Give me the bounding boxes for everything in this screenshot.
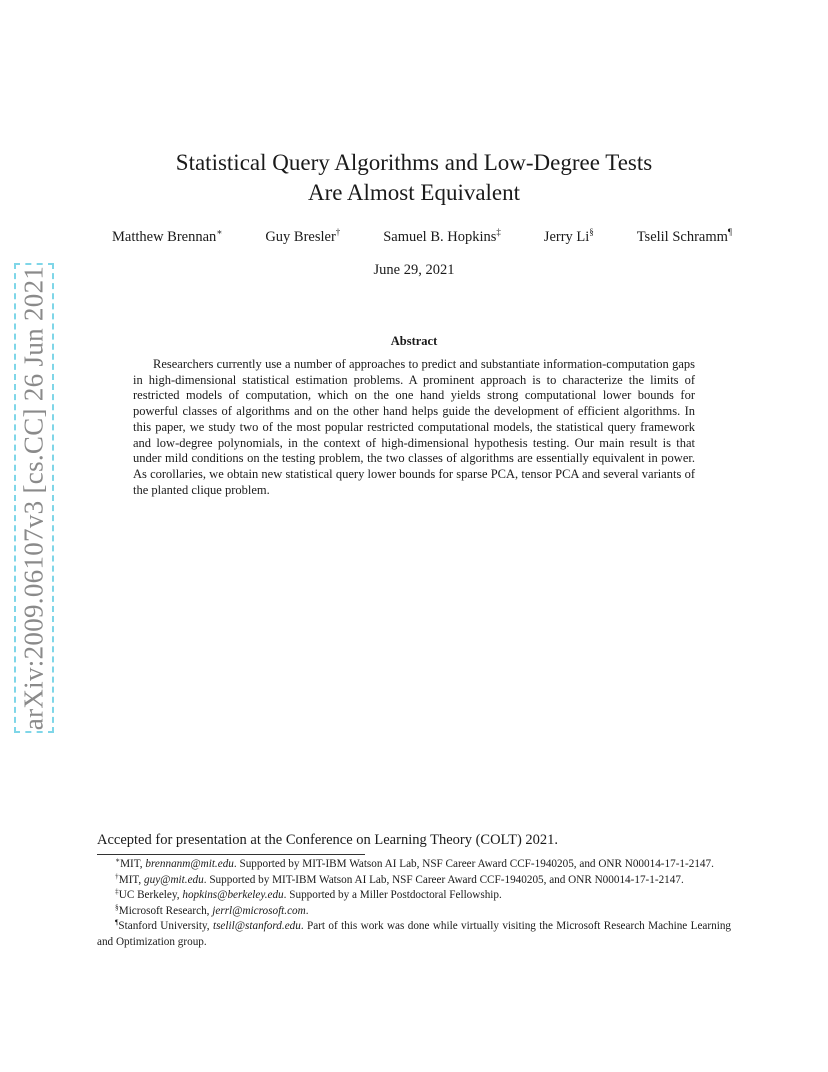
paper-date: June 29, 2021: [373, 262, 455, 278]
footnotes: [97, 857, 731, 951]
author-list: [112, 229, 732, 246]
email[interactable]: hopkins@berkeley.edu: [182, 889, 284, 902]
footnote: †MIT, guy@mit.edu. Supported by MIT-IBM Watson AI Lab, NSF Career Award CCF-1940205, and ONR N00014-17-1-2147.: [115, 870, 684, 886]
footnote: ¶Stanford University, tselil@stanford.edu. Part of this work was done while virtually visiting the Microsoft Research Machine Learning and Optimization group.: [97, 917, 732, 948]
footnote: ‡UC Berkeley, hopkins@berkeley.edu. Supported by a Miller Postdoctoral Fellowship.: [115, 886, 502, 902]
email[interactable]: jerrl@microsoft.com: [212, 904, 306, 917]
footnote-rule: [97, 854, 365, 855]
paper-title-line-1: Statistical Query Algorithms and Low-Degree Tests: [175, 150, 653, 175]
email[interactable]: guy@mit.edu: [144, 873, 204, 886]
author: Samuel B. Hopkins‡: [383, 227, 501, 245]
author: Jerry Li§: [543, 227, 594, 245]
footnote: §Microsoft Research, jerrl@microsoft.com.: [115, 902, 309, 917]
arxiv-identifier: arXiv:2009.06107v3 [cs.CC] 26 Jun 2021: [18, 265, 49, 731]
paper-title: [0, 148, 828, 208]
acceptance-note: Accepted for presentation at the Conference on Learning Theory (COLT) 2021.: [97, 832, 559, 848]
author: Guy Bresler†: [265, 227, 341, 245]
abstract-body: Researchers currently use a number of approaches to predict and substantiate information-computation gaps in high-dimensional statistical estimation problems. A prominent approach is to characterize the limits of restricted models of computation, which on the one hand yields strong computational lower bounds for powerful classes of algorithms and on the other hand helps guide the development of efficient algorithms. In this paper, we study two of the most popular restricted computational models, the statistical query framework and low-degree polynomials, in the context of high-dimensional hypothesis testing. Our main result is that under mild conditions on the testing problem, the two classes of algorithms are essentially equivalent in power. As corollaries, we obtain new statistical query lower bounds for sparse PCA, tensor PCA and several variants of the planted clique problem.: [133, 357, 695, 497]
paper-title-line-2: Are Almost Equivalent: [307, 180, 521, 205]
author: Matthew Brennan∗: [112, 227, 223, 245]
author: Tselil Schramm¶: [636, 227, 732, 245]
email[interactable]: brennanm@mit.edu: [145, 858, 234, 870]
abstract-heading: Abstract: [390, 334, 438, 348]
email[interactable]: tselil@stanford.edu: [212, 920, 301, 933]
footnote: ∗MIT, brennanm@mit.edu. Supported by MIT-IBM Watson AI Lab, NSF Career Award CCF-1940205, and ONR N00014-17-1-2147.: [115, 855, 714, 870]
